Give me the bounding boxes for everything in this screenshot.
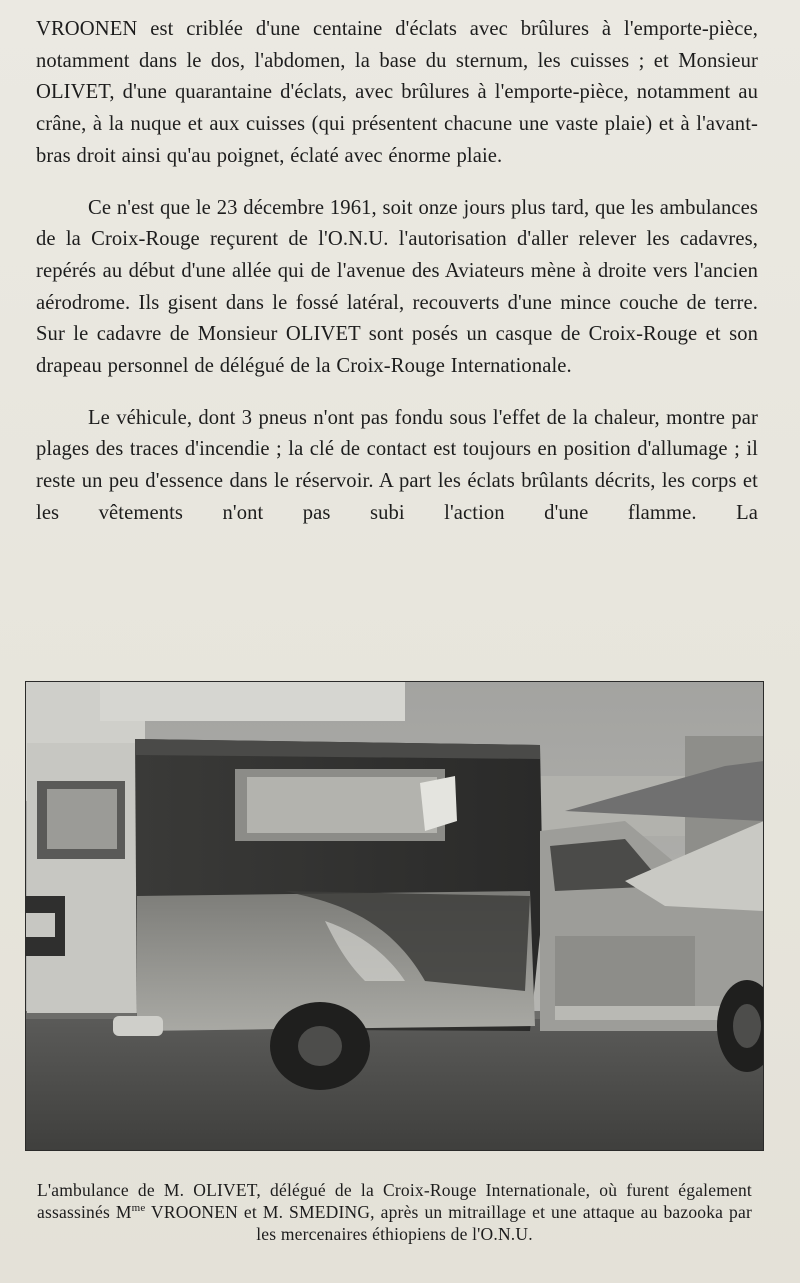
- paragraph-1: VROONEN est criblée d'une centaine d'éclats avec brûlures à l'emporte-pièce, notamment dans le dos, l'abdomen, la base du sternum, les cuisses ; et Monsieur OLIVET, d'une quarantaine d'éclats, avec brûlures à l'emporte-pièce, notamment au crâne, à la nuque et aux cuisses (qui présentent chacune une vaste plaie) et à l'avant-bras droit ainsi qu'au poignet, éclaté avec énorme plaie.: [36, 18, 758, 167]
- caption-part-2: VROONEN et M. SMEDING, après un mitraillage et une attaque au bazooka par les mercenaires éthiopiens de l'O.N.U.: [145, 1202, 752, 1244]
- paragraph-2: Ce n'est que le 23 décembre 1961, soit onze jours plus tard, que les ambulances de la Croix-Rouge reçurent de l'O.N.U. l'autorisation d'aller relever les cadavres, repérés au début d'une allée qui de l'avenue des Aviateurs mène à droite vers l'ancien aérodrome. Ils gisent dans le fossé latéral, recouverts d'une mince couche de terre. Sur le cadavre de Monsieur OLIVET sont posés un casque de Croix-Rouge et son drapeau personnel de délégué de la Croix-Rouge Internationale.: [36, 196, 758, 378]
- ambulance-photo: [25, 681, 764, 1151]
- paragraph-3: Le véhicule, dont 3 pneus n'ont pas fondu sous l'effet de la chaleur, montre par plages des traces d'incendie ; la clé de contact est toujours en position d'allumage ; il reste un peu d'essence dans le réservoir. A part les éclats brûlants décrits, les corps et les vêtements n'ont pas subi l'action d'une flamme. La: [36, 406, 758, 524]
- caption-part-1: L'ambulance de M. OLIVET, délégué de la Croix-Rouge Internationale, où furent également assassinés M: [37, 1180, 752, 1222]
- caption-superscript: me: [131, 1202, 146, 1215]
- article-body: [36, 14, 758, 550]
- photo-caption: [37, 1179, 752, 1245]
